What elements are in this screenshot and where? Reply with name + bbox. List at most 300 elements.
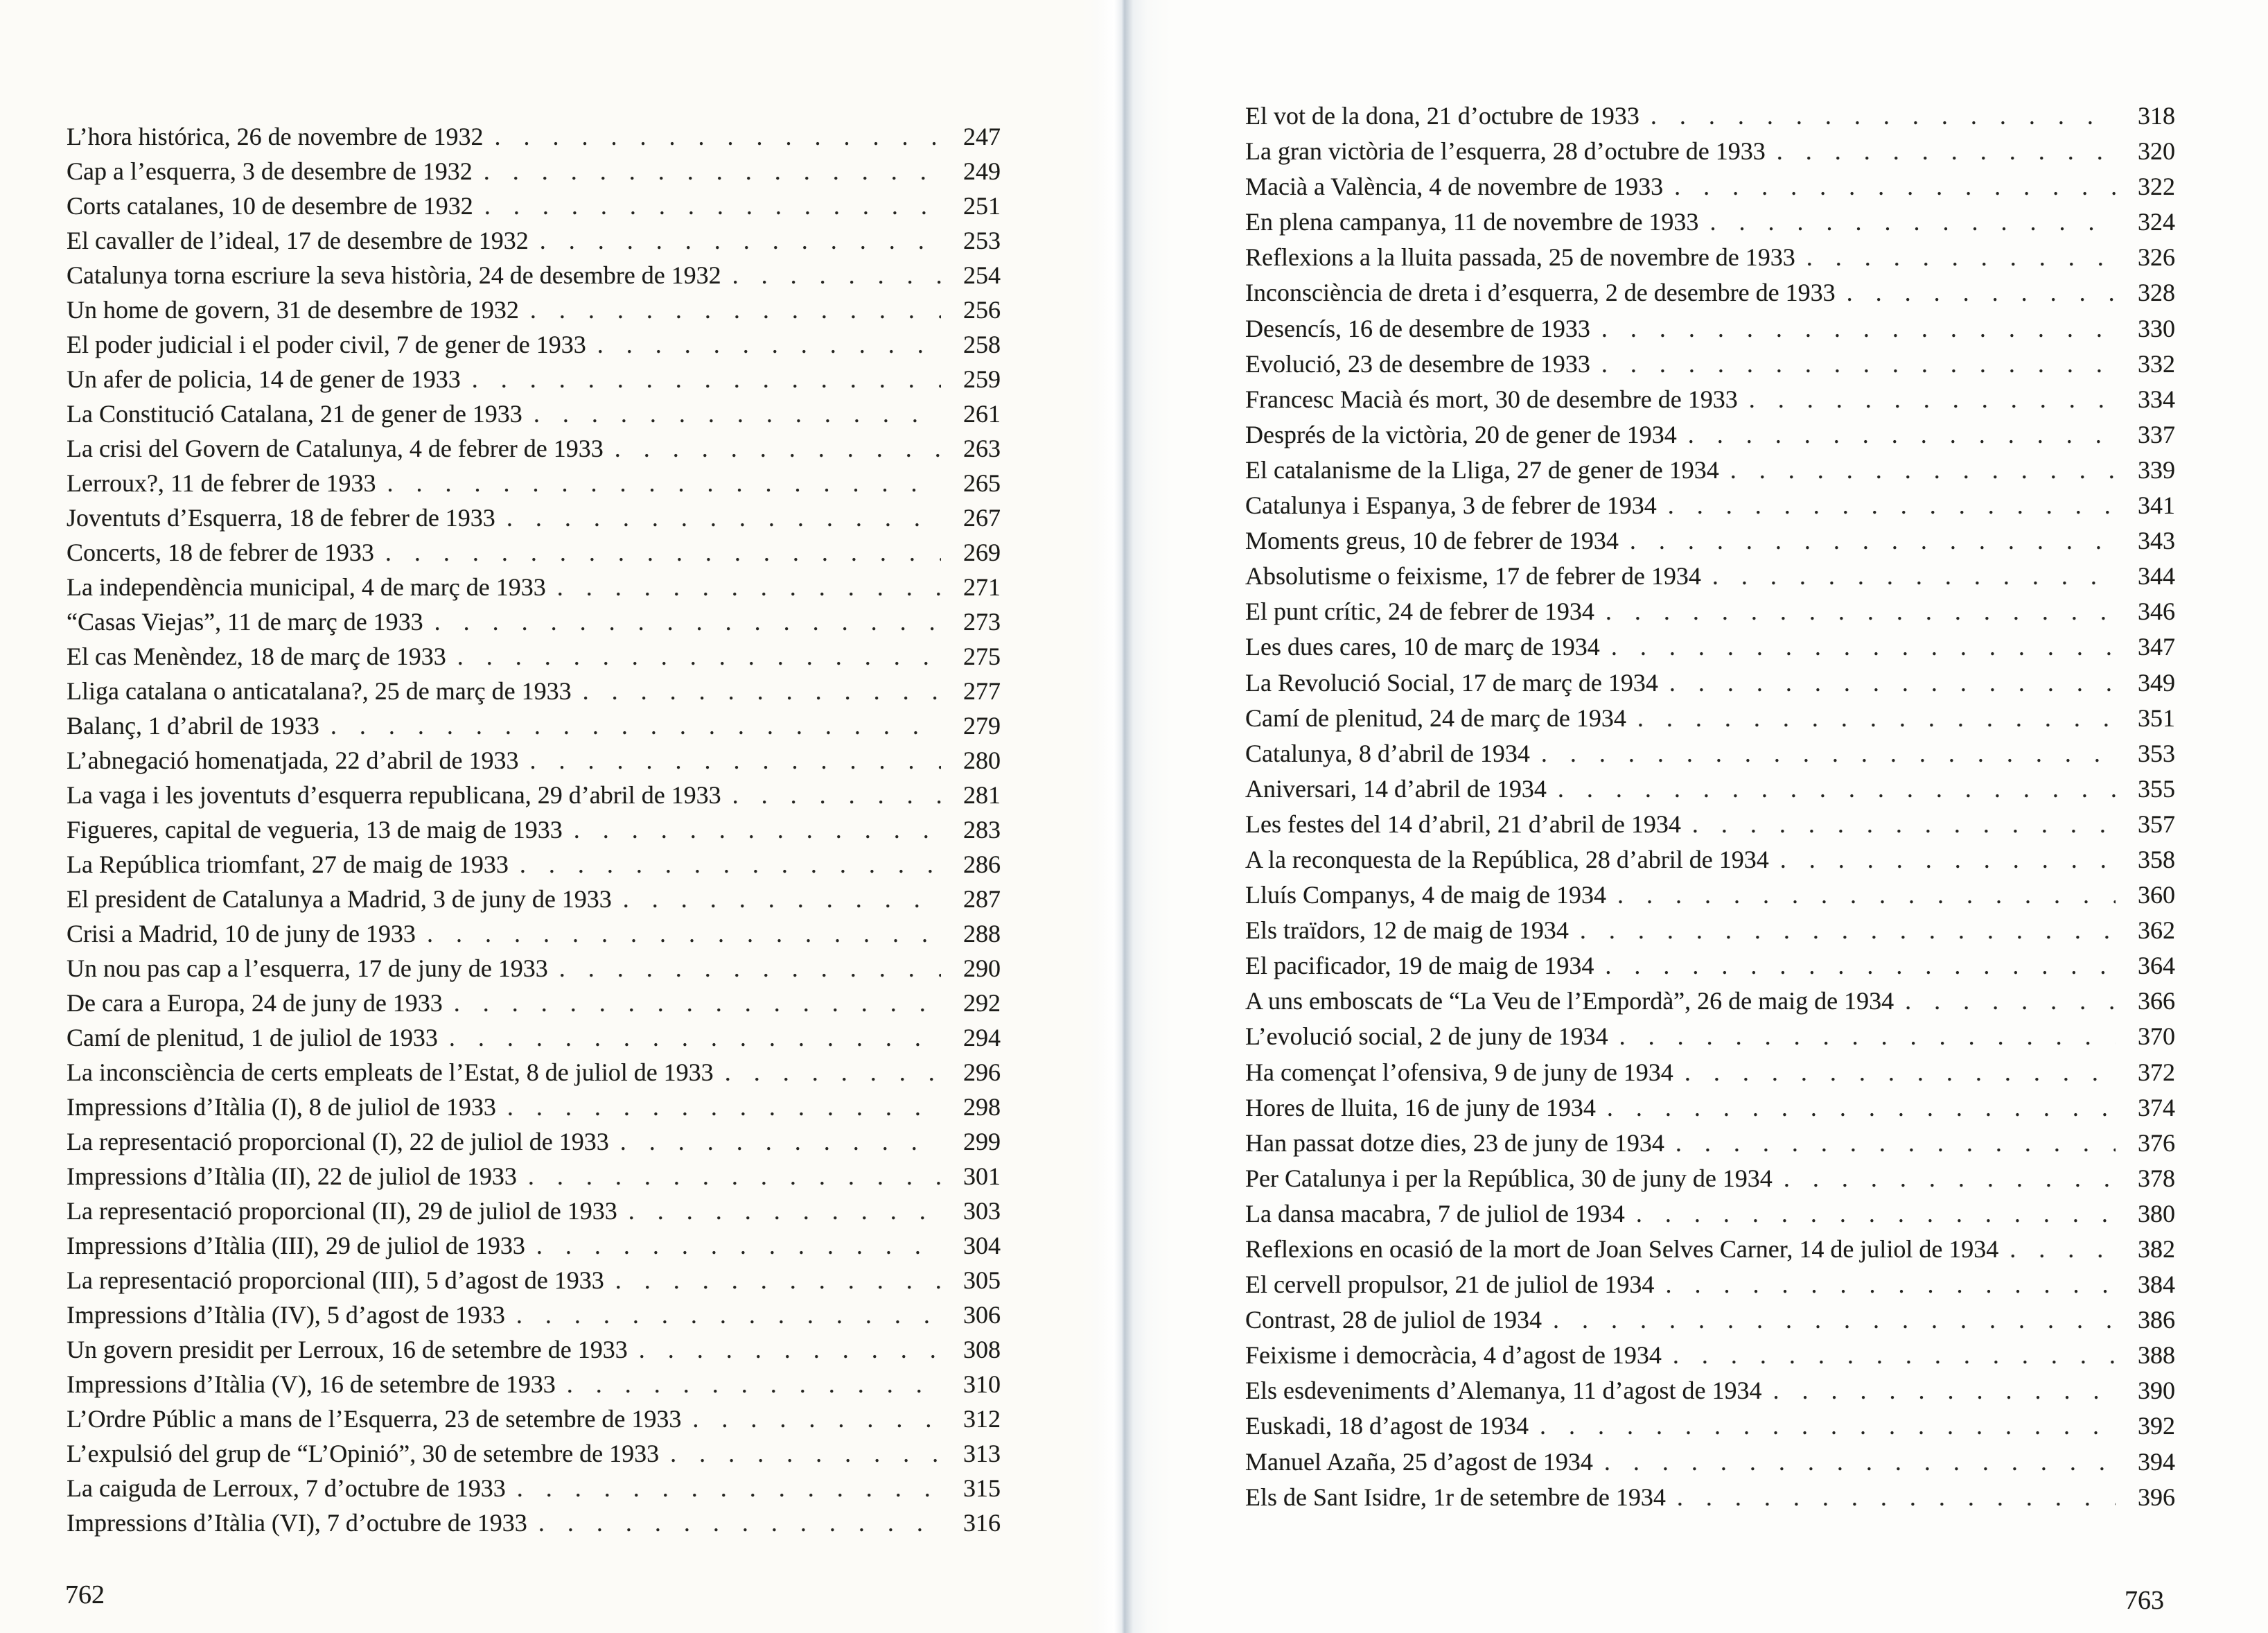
toc-entry-title: Crisi a Madrid, 10 de juny de 1933 <box>67 920 416 948</box>
toc-entry <box>1245 98 2175 134</box>
toc-entry <box>67 466 1001 500</box>
toc-entry-page-number: 332 <box>2138 349 2175 378</box>
toc-entry <box>1245 1373 2175 1408</box>
toc-entry <box>67 1194 1001 1228</box>
dot-leader <box>1730 453 2116 488</box>
toc-entry-title: La dansa macabra, 7 de juliol de 1934 <box>1245 1199 1625 1228</box>
toc-entry <box>67 396 1001 431</box>
toc-entry-page-number: 267 <box>963 504 1001 532</box>
dot-leader <box>1692 807 2116 842</box>
toc-entry-title: El president de Catalunya a Madrid, 3 de juny de 1933 <box>67 885 612 913</box>
toc-entry <box>67 570 1001 604</box>
dot-leader <box>457 639 941 674</box>
dot-leader <box>615 431 941 466</box>
toc-entry-title: “Casas Viejas”, 11 de març de 1933 <box>67 608 423 636</box>
dot-leader <box>1712 559 2116 594</box>
toc-entry <box>67 1332 1001 1367</box>
toc-entry-title: Francesc Macià és mort, 30 de desembre de 1933 <box>1245 385 1738 413</box>
dot-leader <box>495 119 941 154</box>
toc-entry-title: La Constitució Catalana, 21 de gener de 1933 <box>67 400 522 428</box>
toc-entry <box>67 882 1001 916</box>
toc-entry-page-number: 364 <box>2138 952 2175 980</box>
dot-leader <box>623 882 941 916</box>
page-gutter <box>1081 0 1171 1633</box>
toc-entry-title: Lerroux?, 11 de febrer de 1933 <box>67 469 376 497</box>
toc-entry-title: Figueres, capital de vegueria, 13 de maig de 1933 <box>67 816 563 844</box>
toc-entry-title: El cavaller de l’ideal, 17 de desembre de 1932 <box>67 227 529 254</box>
dot-leader <box>557 570 941 604</box>
dot-leader <box>529 743 941 778</box>
toc-entry <box>1245 523 2175 559</box>
toc-entry <box>1245 1019 2175 1054</box>
toc-entry <box>67 431 1001 466</box>
toc-entry-page-number: 357 <box>2138 810 2175 838</box>
toc-entry-title: Reflexions a la lluita passada, 25 de novembre de 1933 <box>1245 243 1795 272</box>
dot-leader <box>540 223 941 258</box>
toc-entry-page-number: 346 <box>2138 597 2175 626</box>
toc-entry-page-number: 306 <box>963 1301 1001 1329</box>
toc-entry <box>1245 169 2175 204</box>
toc-entry-title: Aniversari, 14 d’abril de 1934 <box>1245 774 1547 803</box>
toc-entry-title: El catalanisme de la Lliga, 27 de gener de 1934 <box>1245 455 1719 484</box>
dot-leader <box>1611 629 2116 665</box>
toc-entry-page-number: 330 <box>2138 314 2175 342</box>
toc-entry-page-number: 349 <box>2138 668 2175 697</box>
toc-entry-page-number: 347 <box>2138 633 2175 661</box>
toc-entry-title: Les festes del 14 d’abril, 21 d’abril de 1934 <box>1245 810 1681 838</box>
toc-entry-page-number: 390 <box>2138 1377 2175 1405</box>
toc-entry-page-number: 337 <box>2138 420 2175 448</box>
toc-entry-title: A uns emboscats de “La Veu de l’Empordà”, 26 de maig de 1934 <box>1245 987 1895 1015</box>
toc-entry-title: Cap a l’esquerra, 3 de desembre de 1932 <box>67 157 473 185</box>
toc-entry <box>67 708 1001 743</box>
toc-entry-page-number: 343 <box>2138 527 2175 555</box>
toc-entry-title: Camí de plenitud, 1 de juliol de 1933 <box>67 1024 438 1051</box>
toc-entry <box>67 1124 1001 1159</box>
toc-entry-page-number: 380 <box>2138 1199 2175 1228</box>
toc-entry-title: Moments greus, 10 de febrer de 1934 <box>1245 527 1619 555</box>
toc-entry-title: L’abnegació homenatjada, 22 d’abril de 1933 <box>67 746 519 774</box>
toc-entry-page-number: 370 <box>2138 1022 2175 1051</box>
dot-leader <box>1558 771 2116 807</box>
left-page-folio: 762 <box>65 1580 105 1609</box>
toc-entry <box>67 778 1001 812</box>
toc-entry-page-number: 249 <box>963 157 1001 185</box>
dot-leader <box>1636 1196 2116 1232</box>
toc-entry-title: Un home de govern, 31 de desembre de 1932 <box>67 296 519 324</box>
toc-entry-title: Han passat dotze dies, 23 de juny de 1934 <box>1245 1128 1664 1157</box>
toc-entry <box>67 1263 1001 1298</box>
toc-entry-title: Impressions d’Itàlia (II), 22 de juliol de 1933 <box>67 1162 517 1190</box>
toc-entry-page-number: 341 <box>2138 491 2175 520</box>
toc-entry <box>67 1436 1001 1471</box>
toc-entry <box>67 1505 1001 1540</box>
toc-entry <box>67 951 1001 986</box>
toc-entry-title: A la reconquesta de la República, 28 d’abril de 1934 <box>1245 845 1769 873</box>
toc-entry-page-number: 303 <box>963 1197 1001 1225</box>
toc-entry <box>1245 665 2175 701</box>
toc-entry-title: L’evolució social, 2 de juny de 1934 <box>1245 1022 1608 1051</box>
toc-entry-title: Euskadi, 18 d’agost de 1934 <box>1245 1412 1529 1440</box>
toc-entry-page-number: 315 <box>963 1474 1001 1502</box>
dot-leader <box>1665 1267 2116 1302</box>
toc-entry-title: L’hora histórica, 26 de novembre de 1932 <box>67 123 484 150</box>
toc-entry <box>1245 736 2175 771</box>
toc-entry <box>1245 1161 2175 1196</box>
toc-entry-title: En plena campanya, 11 de novembre de 1933 <box>1245 208 1699 236</box>
toc-entry-title: Ha començat l’ofensiva, 9 de juny de 1934 <box>1245 1058 1673 1086</box>
toc-entry <box>1245 134 2175 169</box>
toc-entry <box>67 1298 1001 1332</box>
dot-leader <box>454 986 941 1020</box>
toc-entry-page-number: 378 <box>2138 1164 2175 1192</box>
dot-leader <box>1541 736 2116 771</box>
toc-entry-title: El punt crític, 24 de febrer de 1934 <box>1245 597 1594 626</box>
dot-leader <box>1780 842 2116 877</box>
toc-entry <box>1245 559 2175 594</box>
toc-entry-page-number: 269 <box>963 539 1001 566</box>
dot-leader <box>1604 1444 2116 1480</box>
dot-leader <box>534 396 941 431</box>
dot-leader <box>484 189 941 223</box>
dot-leader <box>538 1505 941 1540</box>
toc-entry-page-number: 353 <box>2138 739 2175 767</box>
toc-entry <box>1245 1267 2175 1302</box>
dot-leader <box>1773 1373 2116 1408</box>
dot-leader <box>1749 382 2116 417</box>
toc-entry-page-number: 318 <box>2138 102 2175 130</box>
toc-entry <box>67 1228 1001 1263</box>
toc-entry-page-number: 280 <box>963 746 1001 774</box>
toc-entry <box>1245 913 2175 948</box>
toc-entry <box>67 500 1001 535</box>
dot-leader <box>567 1367 941 1401</box>
toc-entry-page-number: 351 <box>2138 704 2175 732</box>
dot-leader <box>507 500 941 535</box>
toc-entry-page-number: 362 <box>2138 916 2175 945</box>
dot-leader <box>1580 913 2116 948</box>
toc-entry-title: Manuel Azaña, 25 d’agost de 1934 <box>1245 1447 1593 1476</box>
toc-entry-page-number: 328 <box>2138 279 2175 307</box>
toc-entry-title: Les dues cares, 10 de març de 1934 <box>1245 633 1600 661</box>
dot-leader <box>732 778 941 812</box>
toc-entry-title: De cara a Europa, 24 de juny de 1933 <box>67 989 443 1017</box>
toc-entry-title: Els traïdors, 12 de maig de 1934 <box>1245 916 1569 945</box>
dot-leader <box>1669 665 2116 701</box>
toc-entry-page-number: 339 <box>2138 455 2175 484</box>
toc-entry-page-number: 308 <box>963 1336 1001 1363</box>
toc-entry-title: La representació proporcional (II), 29 de juliol de 1933 <box>67 1197 617 1225</box>
toc-entry-page-number: 384 <box>2138 1270 2175 1299</box>
toc-entry <box>67 292 1001 327</box>
toc-entry <box>1245 1055 2175 1090</box>
toc-entry-page-number: 271 <box>963 573 1001 601</box>
toc-entry-title: Per Catalunya i per la República, 30 de juny de 1934 <box>1245 1164 1773 1192</box>
toc-entry-page-number: 360 <box>2138 881 2175 909</box>
dot-leader <box>1619 1019 2116 1054</box>
toc-left-column <box>67 119 1001 1540</box>
toc-entry <box>1245 1302 2175 1338</box>
toc-entry-page-number: 290 <box>963 954 1001 982</box>
toc-entry <box>1245 382 2175 417</box>
dot-leader <box>583 674 941 708</box>
dot-leader <box>530 292 941 327</box>
dot-leader <box>1674 169 2116 204</box>
dot-leader <box>639 1332 941 1367</box>
toc-entry <box>67 639 1001 674</box>
dot-leader <box>597 327 941 362</box>
dot-leader <box>1637 701 2116 736</box>
toc-entry-page-number: 261 <box>963 400 1001 428</box>
toc-entry-page-number: 312 <box>963 1405 1001 1433</box>
toc-entry-page-number: 376 <box>2138 1128 2175 1157</box>
toc-entry-page-number: 355 <box>2138 774 2175 803</box>
toc-entry-title: La representació proporcional (I), 22 de juliol de 1933 <box>67 1128 609 1155</box>
toc-entry-title: L’expulsió del grup de “L’Opinió”, 30 de setembre de 1933 <box>67 1440 660 1467</box>
toc-entry <box>1245 417 2175 453</box>
toc-entry-title: Els de Sant Isidre, 1r de setembre de 1934 <box>1245 1483 1666 1511</box>
toc-entry-title: Catalunya i Espanya, 3 de febrer de 1934 <box>1245 491 1657 520</box>
dot-leader <box>1677 1480 2116 1515</box>
dot-leader <box>620 1124 941 1159</box>
dot-leader <box>449 1020 941 1055</box>
toc-entry <box>67 916 1001 951</box>
toc-entry-title: Impressions d’Itàlia (IV), 5 d’agost de 1933 <box>67 1301 505 1329</box>
toc-entry <box>67 1401 1001 1436</box>
toc-entry-title: Impressions d’Itàlia (VI), 7 d’octubre de 1933 <box>67 1509 527 1537</box>
toc-entry-page-number: 251 <box>963 192 1001 220</box>
toc-entry-title: Un govern presidit per Lerroux, 16 de setembre de 1933 <box>67 1336 628 1363</box>
toc-entry-title: La representació proporcional (III), 5 d’agost de 1933 <box>67 1266 604 1294</box>
toc-entry-title: La crisi del Govern de Catalunya, 4 de febrer de 1933 <box>67 435 604 462</box>
toc-entry-title: Concerts, 18 de febrer de 1933 <box>67 539 374 566</box>
toc-entry-title: La Revolució Social, 17 de març de 1934 <box>1245 668 1658 697</box>
dot-leader <box>670 1436 941 1471</box>
dot-leader <box>1905 984 2116 1019</box>
toc-entry <box>1245 240 2175 275</box>
toc-entry <box>1245 701 2175 736</box>
toc-entry-page-number: 344 <box>2138 562 2175 591</box>
toc-entry-title: Després de la victòria, 20 de gener de 1934 <box>1245 420 1677 448</box>
dot-leader <box>1617 877 2116 913</box>
toc-entry <box>67 189 1001 223</box>
dot-leader <box>1601 347 2116 382</box>
toc-entry-title: Balanç, 1 d’abril de 1933 <box>67 712 319 740</box>
toc-entry <box>1245 1408 2175 1444</box>
toc-entry-title: Impressions d’Itàlia (III), 29 de juliol de 1933 <box>67 1232 525 1259</box>
dot-leader <box>484 154 941 189</box>
toc-entry-page-number: 286 <box>963 850 1001 878</box>
toc-entry <box>67 362 1001 396</box>
dot-leader <box>559 951 941 986</box>
toc-entry <box>1245 1126 2175 1161</box>
toc-entry <box>1245 1444 2175 1480</box>
dot-leader <box>1553 1302 2116 1338</box>
toc-entry-title: Un nou pas cap a l’esquerra, 17 de juny de 1933 <box>67 954 548 982</box>
toc-entry <box>67 1159 1001 1194</box>
toc-entry <box>1245 771 2175 807</box>
toc-entry-title: Catalunya, 8 d’abril de 1934 <box>1245 739 1530 767</box>
toc-entry-page-number: 273 <box>963 608 1001 636</box>
toc-entry-title: El cervell propulsor, 21 de juliol de 1934 <box>1245 1270 1655 1299</box>
toc-entry-page-number: 326 <box>2138 243 2175 272</box>
dot-leader <box>1540 1408 2116 1444</box>
toc-entry-page-number: 396 <box>2138 1483 2175 1511</box>
toc-entry-page-number: 294 <box>963 1024 1001 1051</box>
toc-entry-title: Inconsciència de dreta i d’esquerra, 2 de desembre de 1933 <box>1245 279 1836 307</box>
dot-leader <box>472 362 941 396</box>
dot-leader <box>732 258 941 292</box>
toc-entry <box>67 1471 1001 1505</box>
toc-entry-page-number: 287 <box>963 885 1001 913</box>
toc-entry <box>1245 842 2175 877</box>
dot-leader <box>1784 1161 2116 1196</box>
toc-entry-page-number: 279 <box>963 712 1001 740</box>
dot-leader <box>692 1401 941 1436</box>
dot-leader <box>1630 523 2116 559</box>
toc-entry-page-number: 358 <box>2138 845 2175 873</box>
toc-entry-page-number: 304 <box>963 1232 1001 1259</box>
toc-entry-page-number: 299 <box>963 1128 1001 1155</box>
toc-entry-page-number: 313 <box>963 1440 1001 1467</box>
dot-leader <box>507 1090 941 1124</box>
toc-entry-title: El vot de la dona, 21 d’octubre de 1933 <box>1245 102 1640 130</box>
toc-entry-page-number: 275 <box>963 643 1001 670</box>
toc-entry-page-number: 320 <box>2138 137 2175 166</box>
toc-entry-title: L’Ordre Públic a mans de l’Esquerra, 23 de setembre de 1933 <box>67 1405 682 1433</box>
toc-entry-title: El poder judicial i el poder civil, 7 de gener de 1933 <box>67 331 586 358</box>
toc-entry <box>67 604 1001 639</box>
dot-leader <box>385 535 941 570</box>
toc-entry-page-number: 256 <box>963 296 1001 324</box>
toc-entry-page-number: 296 <box>963 1058 1001 1086</box>
dot-leader <box>427 916 941 951</box>
toc-entry <box>1245 204 2175 240</box>
toc-entry-title: Contrast, 28 de juliol de 1934 <box>1245 1306 1542 1334</box>
dot-leader <box>331 708 941 743</box>
toc-entry <box>1245 877 2175 913</box>
toc-entry-page-number: 247 <box>963 123 1001 150</box>
toc-entry <box>67 154 1001 189</box>
toc-entry-title: La inconsciència de certs empleats de l’Estat, 8 de juliol de 1933 <box>67 1058 714 1086</box>
toc-entry-page-number: 253 <box>963 227 1001 254</box>
toc-entry <box>67 535 1001 570</box>
toc-entry <box>67 119 1001 154</box>
toc-right-column <box>1245 98 2175 1515</box>
dot-leader <box>1676 1126 2116 1161</box>
toc-entry-page-number: 324 <box>2138 208 2175 236</box>
right-page-folio: 763 <box>2125 1586 2164 1615</box>
toc-entry-title: Feixisme i democràcia, 4 d’agost de 1934 <box>1245 1341 1662 1370</box>
toc-entry-page-number: 263 <box>963 435 1001 462</box>
toc-entry <box>1245 948 2175 984</box>
toc-entry <box>67 1367 1001 1401</box>
toc-entry-page-number: 392 <box>2138 1412 2175 1440</box>
toc-entry <box>1245 594 2175 629</box>
dot-leader <box>1601 311 2116 347</box>
toc-entry-page-number: 305 <box>963 1266 1001 1294</box>
toc-entry-title: Reflexions en ocasió de la mort de Joan Selves Carner, 14 de juliol de 1934 <box>1245 1235 1999 1263</box>
toc-entry-page-number: 322 <box>2138 173 2175 201</box>
toc-entry-page-number: 259 <box>963 365 1001 393</box>
toc-entry-page-number: 254 <box>963 261 1001 289</box>
toc-entry-page-number: 388 <box>2138 1341 2175 1370</box>
toc-entry <box>1245 1338 2175 1373</box>
toc-entry-title: La caiguda de Lerroux, 7 d’octubre de 1933 <box>67 1474 506 1502</box>
toc-entry-title: El pacificador, 19 de maig de 1934 <box>1245 952 1594 980</box>
toc-entry-page-number: 394 <box>2138 1447 2175 1476</box>
toc-entry-title: Absolutisme o feixisme, 17 de febrer de 1934 <box>1245 562 1701 591</box>
dot-leader <box>517 1471 941 1505</box>
toc-entry-title: Impressions d’Itàlia (I), 8 de juliol de 1933 <box>67 1093 496 1121</box>
toc-entry-title: Hores de lluita, 16 de juny de 1934 <box>1245 1093 1596 1121</box>
toc-entry-title: La independència municipal, 4 de març de 1933 <box>67 573 546 601</box>
toc-entry <box>1245 1090 2175 1126</box>
dot-leader <box>1847 275 2116 311</box>
toc-entry-title: La gran victòria de l’esquerra, 28 d’octubre de 1933 <box>1245 137 1766 166</box>
toc-entry-page-number: 372 <box>2138 1058 2175 1086</box>
toc-entry-title: Impressions d’Itàlia (V), 16 de setembre de 1933 <box>67 1370 556 1398</box>
toc-entry <box>1245 347 2175 382</box>
toc-entry <box>67 223 1001 258</box>
toc-entry <box>67 1055 1001 1090</box>
toc-entry <box>1245 311 2175 347</box>
toc-entry <box>1245 629 2175 665</box>
dot-leader <box>516 1298 941 1332</box>
toc-entry-page-number: 382 <box>2138 1235 2175 1263</box>
toc-entry-title: Lluís Companys, 4 de maig de 1934 <box>1245 881 1606 909</box>
dot-leader <box>1685 1055 2116 1090</box>
dot-leader <box>1606 594 2116 629</box>
toc-entry-title: Catalunya torna escriure la seva història, 24 de desembre de 1932 <box>67 261 721 289</box>
dot-leader <box>1709 204 2116 240</box>
dot-leader <box>1688 417 2116 453</box>
dot-leader <box>1605 948 2116 984</box>
toc-entry-page-number: 265 <box>963 469 1001 497</box>
dot-leader <box>1607 1090 2116 1126</box>
toc-entry <box>67 1020 1001 1055</box>
dot-leader <box>520 847 941 882</box>
toc-entry <box>1245 1232 2175 1267</box>
toc-entry-page-number: 288 <box>963 920 1001 948</box>
toc-entry-title: Lliga catalana o anticatalana?, 25 de març de 1933 <box>67 677 572 705</box>
dot-leader <box>387 466 941 500</box>
dot-leader <box>1807 240 2116 275</box>
toc-entry <box>67 1090 1001 1124</box>
toc-entry <box>67 986 1001 1020</box>
toc-entry <box>1245 1196 2175 1232</box>
toc-entry <box>1245 275 2175 311</box>
dot-leader <box>1668 488 2116 523</box>
toc-entry-page-number: 283 <box>963 816 1001 844</box>
toc-entry <box>1245 453 2175 488</box>
toc-entry-title: La República triomfant, 27 de maig de 1933 <box>67 850 509 878</box>
dot-leader <box>1651 98 2116 134</box>
dot-leader <box>615 1263 941 1298</box>
toc-entry <box>67 847 1001 882</box>
toc-entry-title: Corts catalanes, 10 de desembre de 1932 <box>67 192 473 220</box>
toc-entry-page-number: 281 <box>963 781 1001 809</box>
dot-leader <box>628 1194 941 1228</box>
dot-leader <box>434 604 941 639</box>
toc-entry-page-number: 301 <box>963 1162 1001 1190</box>
toc-entry <box>1245 1480 2175 1515</box>
toc-entry-title: La vaga i les joventuts d’esquerra republicana, 29 d’abril de 1933 <box>67 781 721 809</box>
toc-entry <box>1245 488 2175 523</box>
toc-entry-title: El cas Menèndez, 18 de març de 1933 <box>67 643 446 670</box>
toc-entry-page-number: 292 <box>963 989 1001 1017</box>
toc-entry <box>67 743 1001 778</box>
